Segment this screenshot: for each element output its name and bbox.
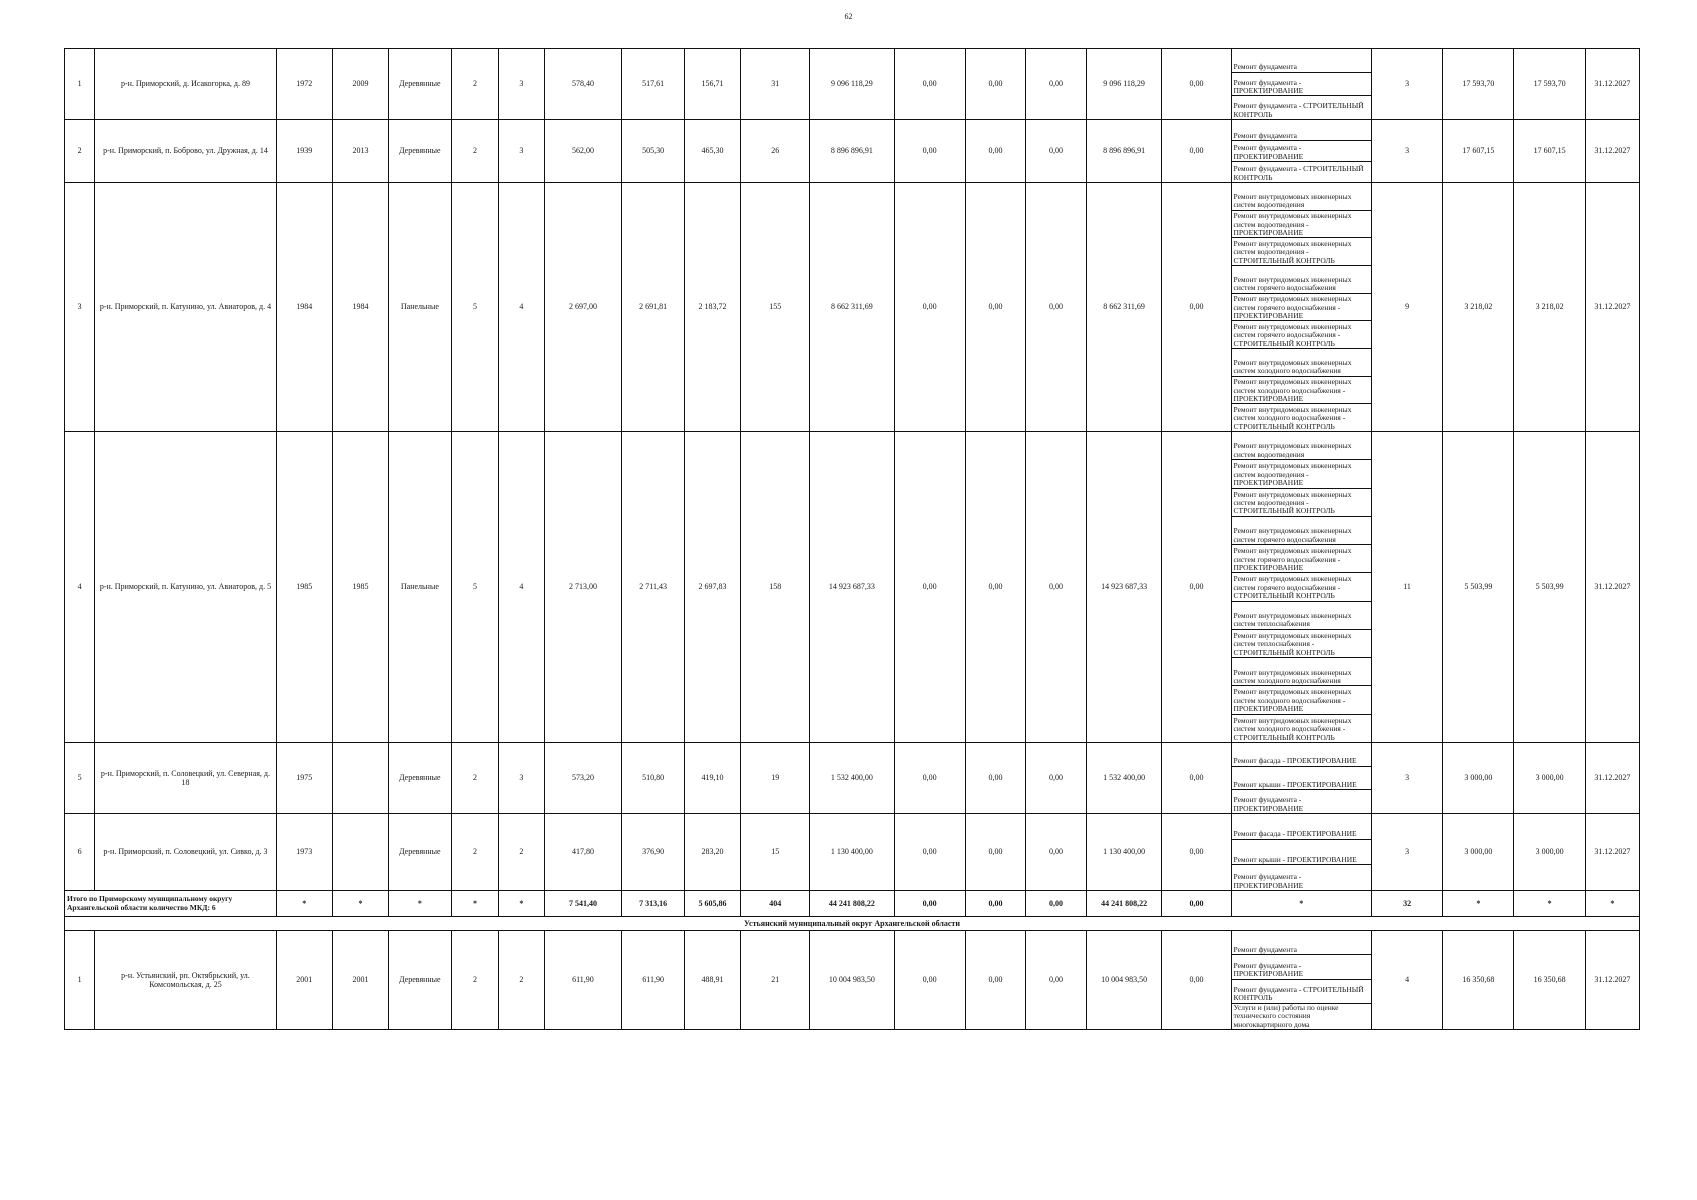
entrances-cell: 3 <box>499 743 544 814</box>
wall-material-cell: Деревянные <box>389 931 452 1030</box>
works-cell <box>1231 183 1371 432</box>
work-item-text: Ремонт внутридомовых инженерных систем холодного водоснабжения - ПРОЕКТИРОВАНИЕ <box>1233 687 1352 714</box>
total-row <box>65 891 1640 917</box>
local-cost-cell: 0,00 <box>1026 432 1086 743</box>
address-cell: р-н. Приморский, п. Катунино, ул. Авиаторов, д. 5 <box>95 432 276 743</box>
deadline-cell: 31.12.2027 <box>1585 814 1639 891</box>
row-number: 1 <box>65 931 95 1030</box>
total-area-living-cell: 7 313,16 <box>622 891 685 917</box>
year-built-cell: 1975 <box>276 743 332 814</box>
living-area-cell: 611,90 <box>622 931 685 1030</box>
unit-cost-cell: 5 503,99 <box>1443 432 1514 743</box>
local-cost-cell: 0,00 <box>1026 183 1086 432</box>
section-header-row <box>65 917 1640 931</box>
work-item-text: Ремонт внутридомовых инженерных систем водоотведения <box>1233 191 1352 210</box>
work-item <box>1232 814 1371 840</box>
total-star-cell: * <box>1514 891 1585 917</box>
wall-material-cell: Панельные <box>389 432 452 743</box>
total-star-cell: * <box>1585 891 1639 917</box>
unit-cost-cell: 17 593,70 <box>1443 49 1514 120</box>
other-cost-cell: 0,00 <box>1162 183 1231 432</box>
year-renovation-cell: 2009 <box>332 49 388 120</box>
budget-cost-cell: 0,00 <box>965 183 1025 432</box>
floors-cell: 2 <box>451 931 499 1030</box>
year-renovation-cell: 1985 <box>332 432 388 743</box>
table-row <box>65 120 1640 183</box>
deadline-cell: 31.12.2027 <box>1585 432 1639 743</box>
owners-cost-cell: 8 896 896,91 <box>1086 120 1162 183</box>
work-item <box>1232 432 1371 460</box>
residential-area-cell: 419,10 <box>684 743 740 814</box>
local-cost-cell: 0,00 <box>1026 743 1086 814</box>
work-item <box>1232 404 1371 431</box>
budget-cost-cell: 0,00 <box>965 432 1025 743</box>
unit-cost-cell: 16 350,68 <box>1443 931 1514 1030</box>
work-item-text: Ремонт внутридомовых инженерных систем горячего водоснабжения - ПРОЕКТИРОВАНИЕ <box>1233 294 1352 320</box>
work-item <box>1232 349 1371 377</box>
total-area-total-cell: 7 541,40 <box>544 891 622 917</box>
other-cost-cell: 0,00 <box>1162 931 1231 1030</box>
work-item-text: Ремонт внутридомовых инженерных систем холодного водоснабжения - СТРОИТЕЛЬНЫЙ КОНТРОЛЬ <box>1233 715 1352 742</box>
budget-cost-cell: 0,00 <box>965 931 1025 1030</box>
wall-material-cell: Деревянные <box>389 814 452 891</box>
total-label: Итого по Приморскому муниципальному округу Архангельской области количество МКД: 6 <box>65 891 277 917</box>
total-work-count-cell: 32 <box>1371 891 1442 917</box>
max-unit-cost-cell: 17 607,15 <box>1514 120 1585 183</box>
work-item <box>1232 715 1371 742</box>
total-c5-cell: 0,00 <box>1162 891 1231 917</box>
local-cost-cell: 0,00 <box>1026 931 1086 1030</box>
works-cell <box>1231 814 1371 891</box>
total-area-cell: 562,00 <box>544 120 622 183</box>
total-area-cell: 2 713,00 <box>544 432 622 743</box>
work-item-text: Ремонт внутридомовых инженерных систем теплоснабжения <box>1233 611 1352 629</box>
year-renovation-cell <box>332 814 388 891</box>
works-cell <box>1231 432 1371 743</box>
work-item <box>1232 321 1371 349</box>
total-cost-cell: 10 004 983,50 <box>810 931 894 1030</box>
work-item <box>1232 517 1371 545</box>
work-item <box>1232 120 1371 141</box>
total-c1-cell: 0,00 <box>894 891 965 917</box>
wall-material-cell: Деревянные <box>389 120 452 183</box>
table-row <box>65 432 1640 743</box>
work-item <box>1232 238 1371 266</box>
fund-cost-cell: 0,00 <box>894 120 965 183</box>
budget-cost-cell: 0,00 <box>965 49 1025 120</box>
work-item <box>1232 602 1371 630</box>
total-star-cell: * <box>451 891 499 917</box>
work-item-text: Ремонт внутридомовых инженерных систем водоотведения - ПРОЕКТИРОВАНИЕ <box>1233 211 1352 237</box>
local-cost-cell: 0,00 <box>1026 814 1086 891</box>
fund-cost-cell: 0,00 <box>894 743 965 814</box>
unit-cost-cell: 3 218,02 <box>1443 183 1514 432</box>
other-cost-cell: 0,00 <box>1162 743 1231 814</box>
work-item <box>1232 980 1371 1004</box>
deadline-cell: 31.12.2027 <box>1585 743 1639 814</box>
owners-cost-cell: 9 096 118,29 <box>1086 49 1162 120</box>
work-item <box>1232 377 1371 405</box>
work-count-cell: 3 <box>1371 743 1442 814</box>
total-area-cell: 573,20 <box>544 743 622 814</box>
entrances-cell: 4 <box>499 183 544 432</box>
wall-material-cell: Деревянные <box>389 743 452 814</box>
work-item <box>1232 686 1371 714</box>
residential-area-cell: 283,20 <box>684 814 740 891</box>
total-area-res-cell: 5 605,86 <box>684 891 740 917</box>
work-item <box>1232 162 1371 182</box>
work-item-text: Ремонт внутридомовых инженерных систем холодного водоснабжения - ПРОЕКТИРОВАНИЕ <box>1233 377 1352 403</box>
entrances-cell: 3 <box>499 120 544 183</box>
work-item-text: Ремонт фундамента - ПРОЕКТИРОВАНИЕ <box>1233 77 1304 95</box>
work-item <box>1232 743 1371 767</box>
table-row <box>65 931 1640 1030</box>
residents-cell: 158 <box>741 432 810 743</box>
work-item-text: Ремонт фундамента - ПРОЕКТИРОВАНИЕ <box>1233 872 1304 890</box>
work-item-text: Ремонт фундамента - СТРОИТЕЛЬНЫЙ КОНТРОЛЬ <box>1233 985 1364 1003</box>
total-cost-cell: 8 662 311,69 <box>810 183 894 432</box>
work-item-text: Ремонт фундамента - СТРОИТЕЛЬНЫЙ КОНТРОЛЬ <box>1233 101 1364 119</box>
living-area-cell: 510,80 <box>622 743 685 814</box>
entrances-cell: 3 <box>499 49 544 120</box>
max-unit-cost-cell: 3 000,00 <box>1514 743 1585 814</box>
work-item <box>1232 489 1371 517</box>
address-cell: р-н. Приморский, д. Исакогорка, д. 89 <box>95 49 276 120</box>
total-area-cell: 417,80 <box>544 814 622 891</box>
wall-material-cell: Деревянные <box>389 49 452 120</box>
works-cell <box>1231 931 1371 1030</box>
wall-material-cell: Панельные <box>389 183 452 432</box>
budget-cost-cell: 0,00 <box>965 120 1025 183</box>
repair-program-table <box>64 48 1640 1030</box>
fund-cost-cell: 0,00 <box>894 814 965 891</box>
year-built-cell: 1984 <box>276 183 332 432</box>
max-unit-cost-cell: 5 503,99 <box>1514 432 1585 743</box>
total-star-cell: * <box>1231 891 1371 917</box>
work-item-text: Ремонт внутридомовых инженерных систем горячего водоснабжения - ПРОЕКТИРОВАНИЕ <box>1233 546 1352 572</box>
section-title: Устьянский муниципальный округ Архангельской области <box>65 917 1640 931</box>
total-star-cell: * <box>389 891 452 917</box>
total-c4-cell: 44 241 808,22 <box>1086 891 1162 917</box>
total-cost-cell: 14 923 687,33 <box>810 432 894 743</box>
residents-cell: 19 <box>741 743 810 814</box>
owners-cost-cell: 8 662 311,69 <box>1086 183 1162 432</box>
total-star-cell: * <box>1443 891 1514 917</box>
work-item <box>1232 73 1371 97</box>
local-cost-cell: 0,00 <box>1026 49 1086 120</box>
work-item-text: Ремонт внутридомовых инженерных систем водоотведения - СТРОИТЕЛЬНЫЙ КОНТРОЛЬ <box>1233 238 1352 265</box>
work-item-text: Ремонт внутридомовых инженерных систем холодного водоснабжения - СТРОИТЕЛЬНЫЙ КОНТРОЛЬ <box>1233 404 1352 431</box>
floors-cell: 2 <box>451 743 499 814</box>
deadline-cell: 31.12.2027 <box>1585 49 1639 120</box>
year-built-cell: 1972 <box>276 49 332 120</box>
work-item-text: Ремонт крыши - ПРОЕКТИРОВАНИЕ <box>1233 779 1357 789</box>
residents-cell: 26 <box>741 120 810 183</box>
row-number: 2 <box>65 120 95 183</box>
work-count-cell: 9 <box>1371 183 1442 432</box>
floors-cell: 2 <box>451 49 499 120</box>
fund-cost-cell: 0,00 <box>894 432 965 743</box>
work-item-text: Ремонт крыши - ПРОЕКТИРОВАНИЕ <box>1233 854 1357 864</box>
floors-cell: 2 <box>451 120 499 183</box>
work-item-text: Ремонт фундамента <box>1233 130 1297 140</box>
unit-cost-cell: 3 000,00 <box>1443 814 1514 891</box>
works-cell <box>1231 49 1371 120</box>
row-number: 6 <box>65 814 95 891</box>
work-item-text: Ремонт внутридомовых инженерных систем холодного водоснабжения <box>1233 357 1352 376</box>
work-item-text: Ремонт внутридомовых инженерных систем горячего водоснабжения <box>1233 526 1352 544</box>
total-c2-cell: 0,00 <box>965 891 1025 917</box>
other-cost-cell: 0,00 <box>1162 814 1231 891</box>
work-item-text: Ремонт фундамента - ПРОЕКТИРОВАНИЕ <box>1233 960 1304 979</box>
living-area-cell: 2 691,81 <box>622 183 685 432</box>
budget-cost-cell: 0,00 <box>965 814 1025 891</box>
address-cell: р-н. Приморский, п. Соловецкий, ул. Сивко, д. 3 <box>95 814 276 891</box>
deadline-cell: 31.12.2027 <box>1585 183 1639 432</box>
other-cost-cell: 0,00 <box>1162 49 1231 120</box>
residential-area-cell: 156,71 <box>684 49 740 120</box>
residential-area-cell: 488,91 <box>684 931 740 1030</box>
living-area-cell: 376,90 <box>622 814 685 891</box>
max-unit-cost-cell: 17 593,70 <box>1514 49 1585 120</box>
table-row <box>65 814 1640 891</box>
deadline-cell: 31.12.2027 <box>1585 931 1639 1030</box>
work-item-text: Ремонт фундамента - СТРОИТЕЛЬНЫЙ КОНТРОЛЬ <box>1233 164 1364 182</box>
work-item <box>1232 573 1371 601</box>
owners-cost-cell: 14 923 687,33 <box>1086 432 1162 743</box>
table-row <box>65 49 1640 120</box>
max-unit-cost-cell: 3 218,02 <box>1514 183 1585 432</box>
work-item <box>1232 96 1371 119</box>
table-row <box>65 183 1640 432</box>
row-number: 5 <box>65 743 95 814</box>
total-cost-cell: 8 896 896,91 <box>810 120 894 183</box>
residents-cell: 15 <box>741 814 810 891</box>
year-renovation-cell <box>332 743 388 814</box>
work-item <box>1232 266 1371 294</box>
total-area-cell: 578,40 <box>544 49 622 120</box>
total-cost-cell: 1 130 400,00 <box>810 814 894 891</box>
work-count-cell: 3 <box>1371 49 1442 120</box>
work-item-text: Ремонт фундамента - ПРОЕКТИРОВАНИЕ <box>1233 143 1304 161</box>
floors-cell: 5 <box>451 183 499 432</box>
other-cost-cell: 0,00 <box>1162 432 1231 743</box>
work-item <box>1232 183 1371 211</box>
year-renovation-cell: 2001 <box>332 931 388 1030</box>
work-count-cell: 4 <box>1371 931 1442 1030</box>
residents-cell: 155 <box>741 183 810 432</box>
row-number: 4 <box>65 432 95 743</box>
work-item <box>1232 865 1371 890</box>
address-cell: р-н. Приморский, п. Катунино, ул. Авиаторов, д. 4 <box>95 183 276 432</box>
total-star-cell: * <box>499 891 544 917</box>
deadline-cell: 31.12.2027 <box>1585 120 1639 183</box>
work-item <box>1232 767 1371 791</box>
work-item-text: Ремонт фундамента <box>1233 62 1297 72</box>
floors-cell: 2 <box>451 814 499 891</box>
address-cell: р-н. Приморский, п. Боброво, ул. Дружная, д. 14 <box>95 120 276 183</box>
work-item <box>1232 955 1371 979</box>
work-item-text: Ремонт внутридомовых инженерных систем горячего водоснабжения <box>1233 274 1352 293</box>
work-item-text: Ремонт внутридомовых инженерных систем водоотведения - ПРОЕКТИРОВАНИЕ <box>1233 461 1352 488</box>
work-item <box>1232 294 1371 322</box>
work-item <box>1232 931 1371 955</box>
fund-cost-cell: 0,00 <box>894 931 965 1030</box>
work-count-cell: 3 <box>1371 120 1442 183</box>
other-cost-cell: 0,00 <box>1162 120 1231 183</box>
year-built-cell: 1939 <box>276 120 332 183</box>
living-area-cell: 505,30 <box>622 120 685 183</box>
work-item-text: Ремонт внутридомовых инженерных систем водоотведения - СТРОИТЕЛЬНЫЙ КОНТРОЛЬ <box>1233 489 1352 516</box>
total-cost-total-cell: 44 241 808,22 <box>810 891 894 917</box>
work-item-text: Ремонт внутридомовых инженерных систем теплоснабжения - СТРОИТЕЛЬНЫЙ КОНТРОЛЬ <box>1233 630 1352 657</box>
work-item <box>1232 658 1371 686</box>
work-item-text: Ремонт фасада - ПРОЕКТИРОВАНИЕ <box>1233 756 1357 766</box>
work-item-text: Ремонт фундамента <box>1233 944 1297 954</box>
residents-cell: 31 <box>741 49 810 120</box>
total-cost-cell: 9 096 118,29 <box>810 49 894 120</box>
row-number: 3 <box>65 183 95 432</box>
address-cell: р-н. Устьянский, рп. Октябрьский, ул. Комсомольская, д. 25 <box>95 931 276 1030</box>
year-built-cell: 1973 <box>276 814 332 891</box>
living-area-cell: 2 711,43 <box>622 432 685 743</box>
year-renovation-cell: 1984 <box>332 183 388 432</box>
work-item-text: Ремонт внутридомовых инженерных систем холодного водоснабжения <box>1233 667 1352 685</box>
work-item-text: Услуги и (или) работы по оценке технического состояния многоквартирного дома <box>1233 1002 1339 1029</box>
total-area-cell: 611,90 <box>544 931 622 1030</box>
address-cell: р-н. Приморский, п. Соловецкий, ул. Северная, д. 18 <box>95 743 276 814</box>
max-unit-cost-cell: 16 350,68 <box>1514 931 1585 1030</box>
year-renovation-cell: 2013 <box>332 120 388 183</box>
floors-cell: 5 <box>451 432 499 743</box>
residential-area-cell: 2 697,83 <box>684 432 740 743</box>
work-item-text: Ремонт внутридомовых инженерных систем горячего водоснабжения - СТРОИТЕЛЬНЫЙ КОНТРОЛЬ <box>1233 321 1352 348</box>
work-item <box>1232 211 1371 239</box>
unit-cost-cell: 3 000,00 <box>1443 743 1514 814</box>
owners-cost-cell: 10 004 983,50 <box>1086 931 1162 1030</box>
total-star-cell: * <box>332 891 388 917</box>
entrances-cell: 2 <box>499 814 544 891</box>
page-number: 62 <box>844 12 853 21</box>
total-residents-cell: 404 <box>741 891 810 917</box>
total-area-cell: 2 697,00 <box>544 183 622 432</box>
work-item <box>1232 1004 1371 1029</box>
works-cell <box>1231 120 1371 183</box>
work-count-cell: 11 <box>1371 432 1442 743</box>
local-cost-cell: 0,00 <box>1026 120 1086 183</box>
work-item-text: Ремонт внутридомовых инженерных систем водоотведения <box>1233 441 1352 459</box>
owners-cost-cell: 1 130 400,00 <box>1086 814 1162 891</box>
work-item <box>1232 49 1371 73</box>
work-item <box>1232 840 1371 866</box>
total-star-cell: * <box>276 891 332 917</box>
entrances-cell: 4 <box>499 432 544 743</box>
work-item-text: Ремонт фундамента - ПРОЕКТИРОВАНИЕ <box>1233 795 1304 813</box>
living-area-cell: 517,61 <box>622 49 685 120</box>
work-item-text: Ремонт внутридомовых инженерных систем горячего водоснабжения - СТРОИТЕЛЬНЫЙ КОНТРОЛЬ <box>1233 574 1352 601</box>
work-item-text: Ремонт фасада - ПРОЕКТИРОВАНИЕ <box>1233 829 1357 839</box>
work-item <box>1232 141 1371 162</box>
unit-cost-cell: 17 607,15 <box>1443 120 1514 183</box>
row-number: 1 <box>65 49 95 120</box>
budget-cost-cell: 0,00 <box>965 743 1025 814</box>
table-body <box>65 49 1640 1030</box>
owners-cost-cell: 1 532 400,00 <box>1086 743 1162 814</box>
total-c3-cell: 0,00 <box>1026 891 1086 917</box>
max-unit-cost-cell: 3 000,00 <box>1514 814 1585 891</box>
residential-area-cell: 2 183,72 <box>684 183 740 432</box>
total-cost-cell: 1 532 400,00 <box>810 743 894 814</box>
residential-area-cell: 465,30 <box>684 120 740 183</box>
work-item <box>1232 790 1371 813</box>
fund-cost-cell: 0,00 <box>894 183 965 432</box>
year-built-cell: 2001 <box>276 931 332 1030</box>
work-count-cell: 3 <box>1371 814 1442 891</box>
fund-cost-cell: 0,00 <box>894 49 965 120</box>
residents-cell: 21 <box>741 931 810 1030</box>
works-cell <box>1231 743 1371 814</box>
entrances-cell: 2 <box>499 931 544 1030</box>
table-row <box>65 743 1640 814</box>
work-item <box>1232 630 1371 658</box>
work-item <box>1232 545 1371 573</box>
work-item <box>1232 460 1371 488</box>
year-built-cell: 1985 <box>276 432 332 743</box>
